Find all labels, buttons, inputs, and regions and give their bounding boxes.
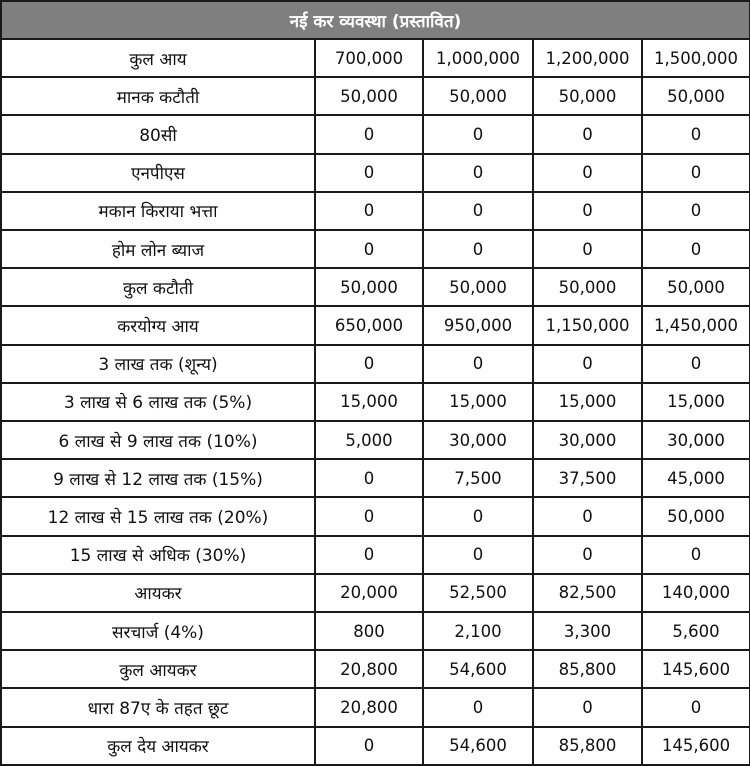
value-cell: 700,000 — [315, 39, 423, 77]
table-row — [1, 306, 750, 344]
value-cell: 0 — [423, 154, 533, 192]
value-cell: 30,000 — [533, 421, 642, 459]
value-cell: 50,000 — [533, 268, 642, 306]
table-row — [1, 115, 750, 153]
value-cell: 650,000 — [315, 306, 423, 344]
table-row — [1, 497, 750, 535]
value-cell: 145,600 — [642, 727, 750, 765]
value-cell: 0 — [315, 459, 423, 497]
value-cell: 0 — [533, 192, 642, 230]
value-cell: 85,800 — [533, 727, 642, 765]
value-cell: 20,800 — [315, 650, 423, 688]
table-body — [1, 39, 750, 765]
table-row — [1, 268, 750, 306]
row-label: 12 लाख से 15 लाख तक (20%) — [1, 497, 315, 535]
row-label: आयकर — [1, 574, 315, 612]
row-label: होम लोन ब्याज — [1, 230, 315, 268]
table-row — [1, 39, 750, 77]
value-cell: 0 — [315, 536, 423, 574]
row-label: एनपीएस — [1, 154, 315, 192]
value-cell: 0 — [423, 536, 533, 574]
value-cell: 15,000 — [533, 383, 642, 421]
value-cell: 82,500 — [533, 574, 642, 612]
value-cell: 0 — [423, 345, 533, 383]
value-cell: 0 — [315, 497, 423, 535]
table-row — [1, 77, 750, 115]
value-cell: 0 — [533, 688, 642, 726]
value-cell: 30,000 — [423, 421, 533, 459]
value-cell: 0 — [315, 345, 423, 383]
table-row — [1, 421, 750, 459]
table-row — [1, 688, 750, 726]
value-cell: 0 — [533, 154, 642, 192]
value-cell: 54,600 — [423, 727, 533, 765]
value-cell: 37,500 — [533, 459, 642, 497]
value-cell: 1,200,000 — [533, 39, 642, 77]
value-cell: 1,450,000 — [642, 306, 750, 344]
row-label: 6 लाख से 9 लाख तक (10%) — [1, 421, 315, 459]
value-cell: 0 — [642, 345, 750, 383]
value-cell: 0 — [315, 230, 423, 268]
value-cell: 0 — [315, 727, 423, 765]
value-cell: 0 — [423, 688, 533, 726]
table-title-row — [1, 1, 750, 39]
value-cell: 1,150,000 — [533, 306, 642, 344]
row-label: 3 लाख तक (शून्य) — [1, 345, 315, 383]
value-cell: 0 — [533, 497, 642, 535]
value-cell: 7,500 — [423, 459, 533, 497]
value-cell: 0 — [642, 154, 750, 192]
value-cell: 800 — [315, 612, 423, 650]
value-cell: 50,000 — [642, 77, 750, 115]
value-cell: 0 — [642, 536, 750, 574]
row-label: धारा 87ए के तहत छूट — [1, 688, 315, 726]
table-row — [1, 612, 750, 650]
value-cell: 54,600 — [423, 650, 533, 688]
value-cell: 0 — [423, 230, 533, 268]
value-cell: 15,000 — [423, 383, 533, 421]
value-cell: 50,000 — [315, 268, 423, 306]
value-cell: 0 — [423, 497, 533, 535]
value-cell: 50,000 — [315, 77, 423, 115]
value-cell: 1,000,000 — [423, 39, 533, 77]
value-cell: 2,100 — [423, 612, 533, 650]
value-cell: 85,800 — [533, 650, 642, 688]
value-cell: 20,000 — [315, 574, 423, 612]
value-cell: 5,600 — [642, 612, 750, 650]
value-cell: 45,000 — [642, 459, 750, 497]
table-row — [1, 345, 750, 383]
row-label: कुल आयकर — [1, 650, 315, 688]
table-row — [1, 574, 750, 612]
value-cell: 0 — [315, 154, 423, 192]
table-row — [1, 727, 750, 765]
value-cell: 52,500 — [423, 574, 533, 612]
value-cell: 15,000 — [642, 383, 750, 421]
value-cell: 145,600 — [642, 650, 750, 688]
value-cell: 30,000 — [642, 421, 750, 459]
value-cell: 50,000 — [533, 77, 642, 115]
table-row — [1, 154, 750, 192]
value-cell: 0 — [315, 192, 423, 230]
value-cell: 0 — [423, 192, 533, 230]
row-label: 15 लाख से अधिक (30%) — [1, 536, 315, 574]
value-cell: 0 — [642, 192, 750, 230]
value-cell: 0 — [315, 115, 423, 153]
value-cell: 20,800 — [315, 688, 423, 726]
value-cell: 0 — [642, 230, 750, 268]
value-cell: 0 — [423, 115, 533, 153]
row-label: मानक कटौती — [1, 77, 315, 115]
row-label: सरचार्ज (4%) — [1, 612, 315, 650]
row-label: 3 लाख से 6 लाख तक (5%) — [1, 383, 315, 421]
value-cell: 0 — [533, 536, 642, 574]
table-row — [1, 536, 750, 574]
table-row — [1, 192, 750, 230]
value-cell: 3,300 — [533, 612, 642, 650]
row-label: कुल आय — [1, 39, 315, 77]
row-label: मकान किराया भत्ता — [1, 192, 315, 230]
value-cell: 0 — [642, 688, 750, 726]
row-label: करयोग्य आय — [1, 306, 315, 344]
value-cell: 1,500,000 — [642, 39, 750, 77]
value-cell: 0 — [642, 115, 750, 153]
row-label: 9 लाख से 12 लाख तक (15%) — [1, 459, 315, 497]
value-cell: 50,000 — [423, 77, 533, 115]
value-cell: 50,000 — [423, 268, 533, 306]
value-cell: 5,000 — [315, 421, 423, 459]
value-cell: 140,000 — [642, 574, 750, 612]
row-label: कुल कटौती — [1, 268, 315, 306]
row-label: 80सी — [1, 115, 315, 153]
value-cell: 0 — [533, 115, 642, 153]
table-title: नई कर व्यवस्था (प्रस्तावित) — [1, 1, 750, 39]
row-label: कुल देय आयकर — [1, 727, 315, 765]
value-cell: 50,000 — [642, 268, 750, 306]
table-row — [1, 383, 750, 421]
value-cell: 0 — [533, 230, 642, 268]
table-row — [1, 650, 750, 688]
value-cell: 15,000 — [315, 383, 423, 421]
table-row — [1, 459, 750, 497]
table-row — [1, 230, 750, 268]
value-cell: 50,000 — [642, 497, 750, 535]
value-cell: 0 — [533, 345, 642, 383]
value-cell: 950,000 — [423, 306, 533, 344]
